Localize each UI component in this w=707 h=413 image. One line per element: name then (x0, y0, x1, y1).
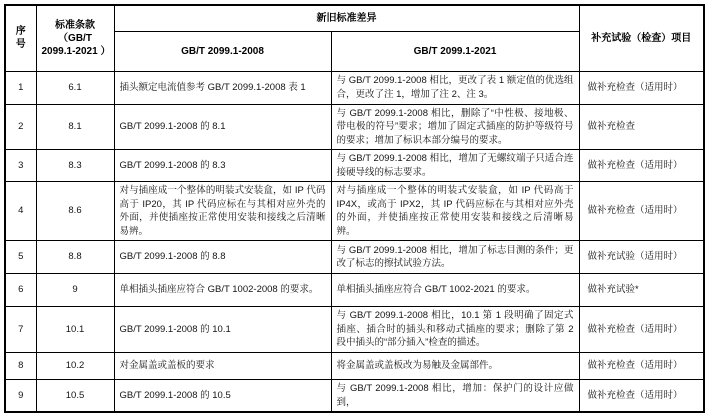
cell-supplement: 做补充检查（适用时） (579, 71, 704, 104)
cell-clause: 8.3 (36, 150, 114, 182)
cell-old: 插头额定电流值参考 GB/T 2099.1-2008 表 1 (114, 71, 331, 104)
cell-no: 3 (5, 150, 36, 182)
cell-old: 对与插座成一个整体的明装式安装盒，如 IP 代码高于 IP20，其 IP 代码应标在与其相对应外壳的外面，并使插座按正常使用安装和接线之后清晰易辨。 (114, 182, 331, 241)
cell-old: GB/T 2099.1-2008 的 10.1 (114, 307, 331, 353)
table-row (5, 353, 704, 380)
cell-no: 9 (5, 380, 36, 413)
cell-clause: 10.2 (36, 353, 114, 380)
cell-old: 单相插头插座应符合 GB/T 1002-2008 的要求。 (114, 274, 331, 307)
cell-no: 7 (5, 307, 36, 353)
cell-no: 1 (5, 71, 36, 104)
table-row (5, 150, 704, 182)
cell-old: GB/T 2099.1-2008 的 10.5 (114, 380, 331, 413)
cell-supplement: 做补充试验* (579, 274, 704, 307)
header-clause: 标准条款 （GB/T 2099.1-2021 ） (36, 5, 114, 71)
cell-supplement: 做补充检查（适用时） (579, 182, 704, 241)
cell-no: 6 (5, 274, 36, 307)
table-row (5, 182, 704, 241)
cell-new: 对与插座成一个整体的明装式安装盒，如 IP 代码高于 IP4X，或高于 IPX2，其 IP 代码应标在与其相对应外壳的外面，并使插座按正常使用安装和接线之后清晰易辨。 (331, 182, 579, 241)
table-row (5, 71, 704, 104)
cell-new: 与 GB/T 2099.1-2008 相比，10.1 第 1 段明确了固定式插座、插合时的插头和移动式插座的要求；删除了第 2 段中插头的“部分插入”检查的描述。 (331, 307, 579, 353)
table-row (5, 380, 704, 413)
standard-comparison-table (4, 4, 705, 413)
cell-supplement: 做补充检查（适用时） (579, 353, 704, 380)
cell-supplement: 做补充检查（适用时） (579, 307, 704, 353)
cell-new: 与 GB/T 2099.1-2008 相比，增加了无螺纹端子只适合连接硬导线的标志要求。 (331, 150, 579, 182)
table-body (5, 71, 704, 412)
header-new-standard: GB/T 2099.1-2021 (331, 31, 579, 71)
cell-old: GB/T 2099.1-2008 的 8.3 (114, 150, 331, 182)
header-supplement: 补充试验（检查）项目 (579, 5, 704, 71)
cell-supplement: 做补充试验（适用时） (579, 241, 704, 274)
cell-new: 与 GB/T 2099.1-2008 相比，更改了表 1 额定值的优选组合，更改了注 1，增加了注 2、注 3。 (331, 71, 579, 104)
header-row-1 (5, 5, 704, 31)
cell-clause: 9 (36, 274, 114, 307)
cell-no: 2 (5, 104, 36, 150)
cell-clause: 8.6 (36, 182, 114, 241)
table-row (5, 307, 704, 353)
cell-clause: 8.8 (36, 241, 114, 274)
cell-supplement: 做补充检查（适用时） (579, 150, 704, 182)
header-no: 序号 (5, 5, 36, 71)
cell-new: 与 GB/T 2099.1-2008 相比，删除了“中性极、接地极、带电极的符号”要求；增加了固定式插座的防护等级符号的要求；增加了标识本部分编号的要求。 (331, 104, 579, 150)
table-row (5, 241, 704, 274)
cell-new: 与 GB/T 2099.1-2008 相比，增加：保护门的设计应做到， (331, 380, 579, 413)
cell-old: GB/T 2099.1-2008 的 8.8 (114, 241, 331, 274)
cell-no: 5 (5, 241, 36, 274)
header-old-standard: GB/T 2099.1-2008 (114, 31, 331, 71)
cell-no: 4 (5, 182, 36, 241)
cell-supplement: 做补充检查（适用时） (579, 380, 704, 413)
table-row (5, 104, 704, 150)
cell-new: 将金属盖或盖板改为易触及金属部件。 (331, 353, 579, 380)
cell-clause: 6.1 (36, 71, 114, 104)
cell-no: 8 (5, 353, 36, 380)
cell-clause: 8.1 (36, 104, 114, 150)
cell-old: 对金属盖或盖板的要求 (114, 353, 331, 380)
cell-old: GB/T 2099.1-2008 的 8.1 (114, 104, 331, 150)
header-diff-group: 新旧标准差异 (114, 5, 579, 31)
cell-new: 单相插头插座应符合 GB/T 1002-2021 的要求。 (331, 274, 579, 307)
cell-supplement: 做补充检查 (579, 104, 704, 150)
cell-clause: 10.1 (36, 307, 114, 353)
table-row (5, 274, 704, 307)
cell-clause: 10.5 (36, 380, 114, 413)
cell-new: 与 GB/T 2099.1-2008 相比，增加了标志目测的条件；更改了标志的擦拭试验方法。 (331, 241, 579, 274)
comparison-table (4, 4, 705, 413)
